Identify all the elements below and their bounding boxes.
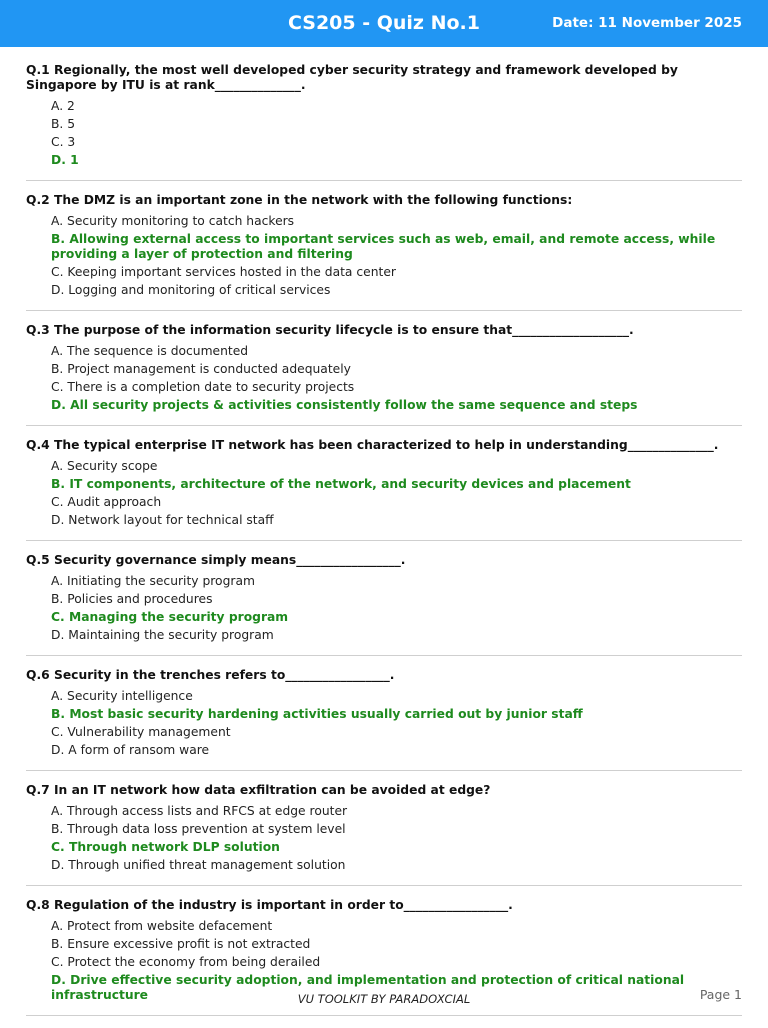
option-a: A. Initiating the security program	[51, 574, 255, 588]
question-4	[26, 438, 742, 541]
option-b: B. Project management is conducted adequately	[51, 362, 351, 376]
question-text: Q.7 In an IT network how data exfiltration can be avoided at edge?	[26, 783, 491, 797]
option-b-correct: B. Allowing external access to important services such as web, email, and remote access, while providing a layer of protection and filtering	[51, 232, 716, 261]
option-a: A. Protect from website defacement	[51, 919, 273, 933]
question-text: Q.5 Security governance simply means_________________.	[26, 553, 406, 567]
question-text: Q.3 The purpose of the information security lifecycle is to ensure that___________________.	[26, 323, 634, 337]
footer-credit: VU TOOLKIT BY PARADOXCIAL	[297, 992, 471, 1006]
quiz-date: Date: 11 November 2025	[552, 15, 742, 31]
option-c: C. Vulnerability management	[51, 725, 231, 739]
quiz-title: CS205 - Quiz No.1	[287, 12, 480, 34]
question-1	[26, 63, 742, 181]
question-7	[26, 783, 742, 886]
question-text: Q.4 The typical enterprise IT network has been characterized to help in understanding______________.	[26, 438, 719, 452]
option-c: C. Audit approach	[51, 495, 162, 509]
option-d-correct: D. All security projects & activities consistently follow the same sequence and steps	[51, 398, 638, 412]
question-5	[26, 553, 742, 656]
option-d: D. Logging and monitoring of critical services	[51, 283, 331, 297]
option-a: A. The sequence is documented	[51, 344, 249, 358]
option-b: B. 5	[51, 117, 76, 131]
option-a: A. 2	[51, 99, 75, 113]
option-c: C. There is a completion date to security projects	[51, 380, 355, 394]
option-c: C. Protect the economy from being derailed	[51, 955, 321, 969]
option-d-correct: D. 1	[51, 153, 79, 167]
option-c: C. Keeping important services hosted in the data center	[51, 265, 396, 279]
option-b-correct: B. IT components, architecture of the network, and security devices and placement	[51, 477, 631, 491]
option-b-correct: B. Most basic security hardening activities usually carried out by junior staff	[51, 707, 583, 721]
option-c-correct: C. Managing the security program	[51, 610, 289, 624]
option-d-correct: D. Drive effective security adoption, and implementation and protection of critical national infrastructure	[51, 973, 685, 1002]
page-number: Page 1	[699, 987, 742, 1002]
option-d: D. Through unified threat management solution	[51, 858, 346, 872]
question-text: Q.8 Regulation of the industry is important in order to_________________.	[26, 898, 513, 912]
option-b: B. Through data loss prevention at system level	[51, 822, 346, 836]
question-text: Q.2 The DMZ is an important zone in the network with the following functions:	[26, 193, 573, 207]
option-c-correct: C. Through network DLP solution	[51, 840, 280, 854]
question-text: Q.6 Security in the trenches refers to_________________.	[26, 668, 395, 682]
question-6	[26, 668, 742, 771]
question-3	[26, 323, 742, 426]
option-d: D. A form of ransom ware	[51, 743, 210, 757]
option-c: C. 3	[51, 135, 76, 149]
option-a: A. Security scope	[51, 459, 158, 473]
option-a: A. Through access lists and RFCS at edge router	[51, 804, 348, 818]
quiz-header	[0, 0, 768, 47]
option-b: B. Policies and procedures	[51, 592, 213, 606]
option-d: D. Maintaining the security program	[51, 628, 274, 642]
option-b: B. Ensure excessive profit is not extracted	[51, 937, 311, 951]
option-a: A. Security monitoring to catch hackers	[51, 214, 295, 228]
question-list	[26, 63, 742, 1028]
option-d: D. Network layout for technical staff	[51, 513, 274, 527]
question-text: Q.1 Regionally, the most well developed cyber security strategy and framework developed by Singapore by ITU is at rank______________.	[26, 63, 678, 92]
question-2	[26, 193, 742, 311]
option-a: A. Security intelligence	[51, 689, 193, 703]
